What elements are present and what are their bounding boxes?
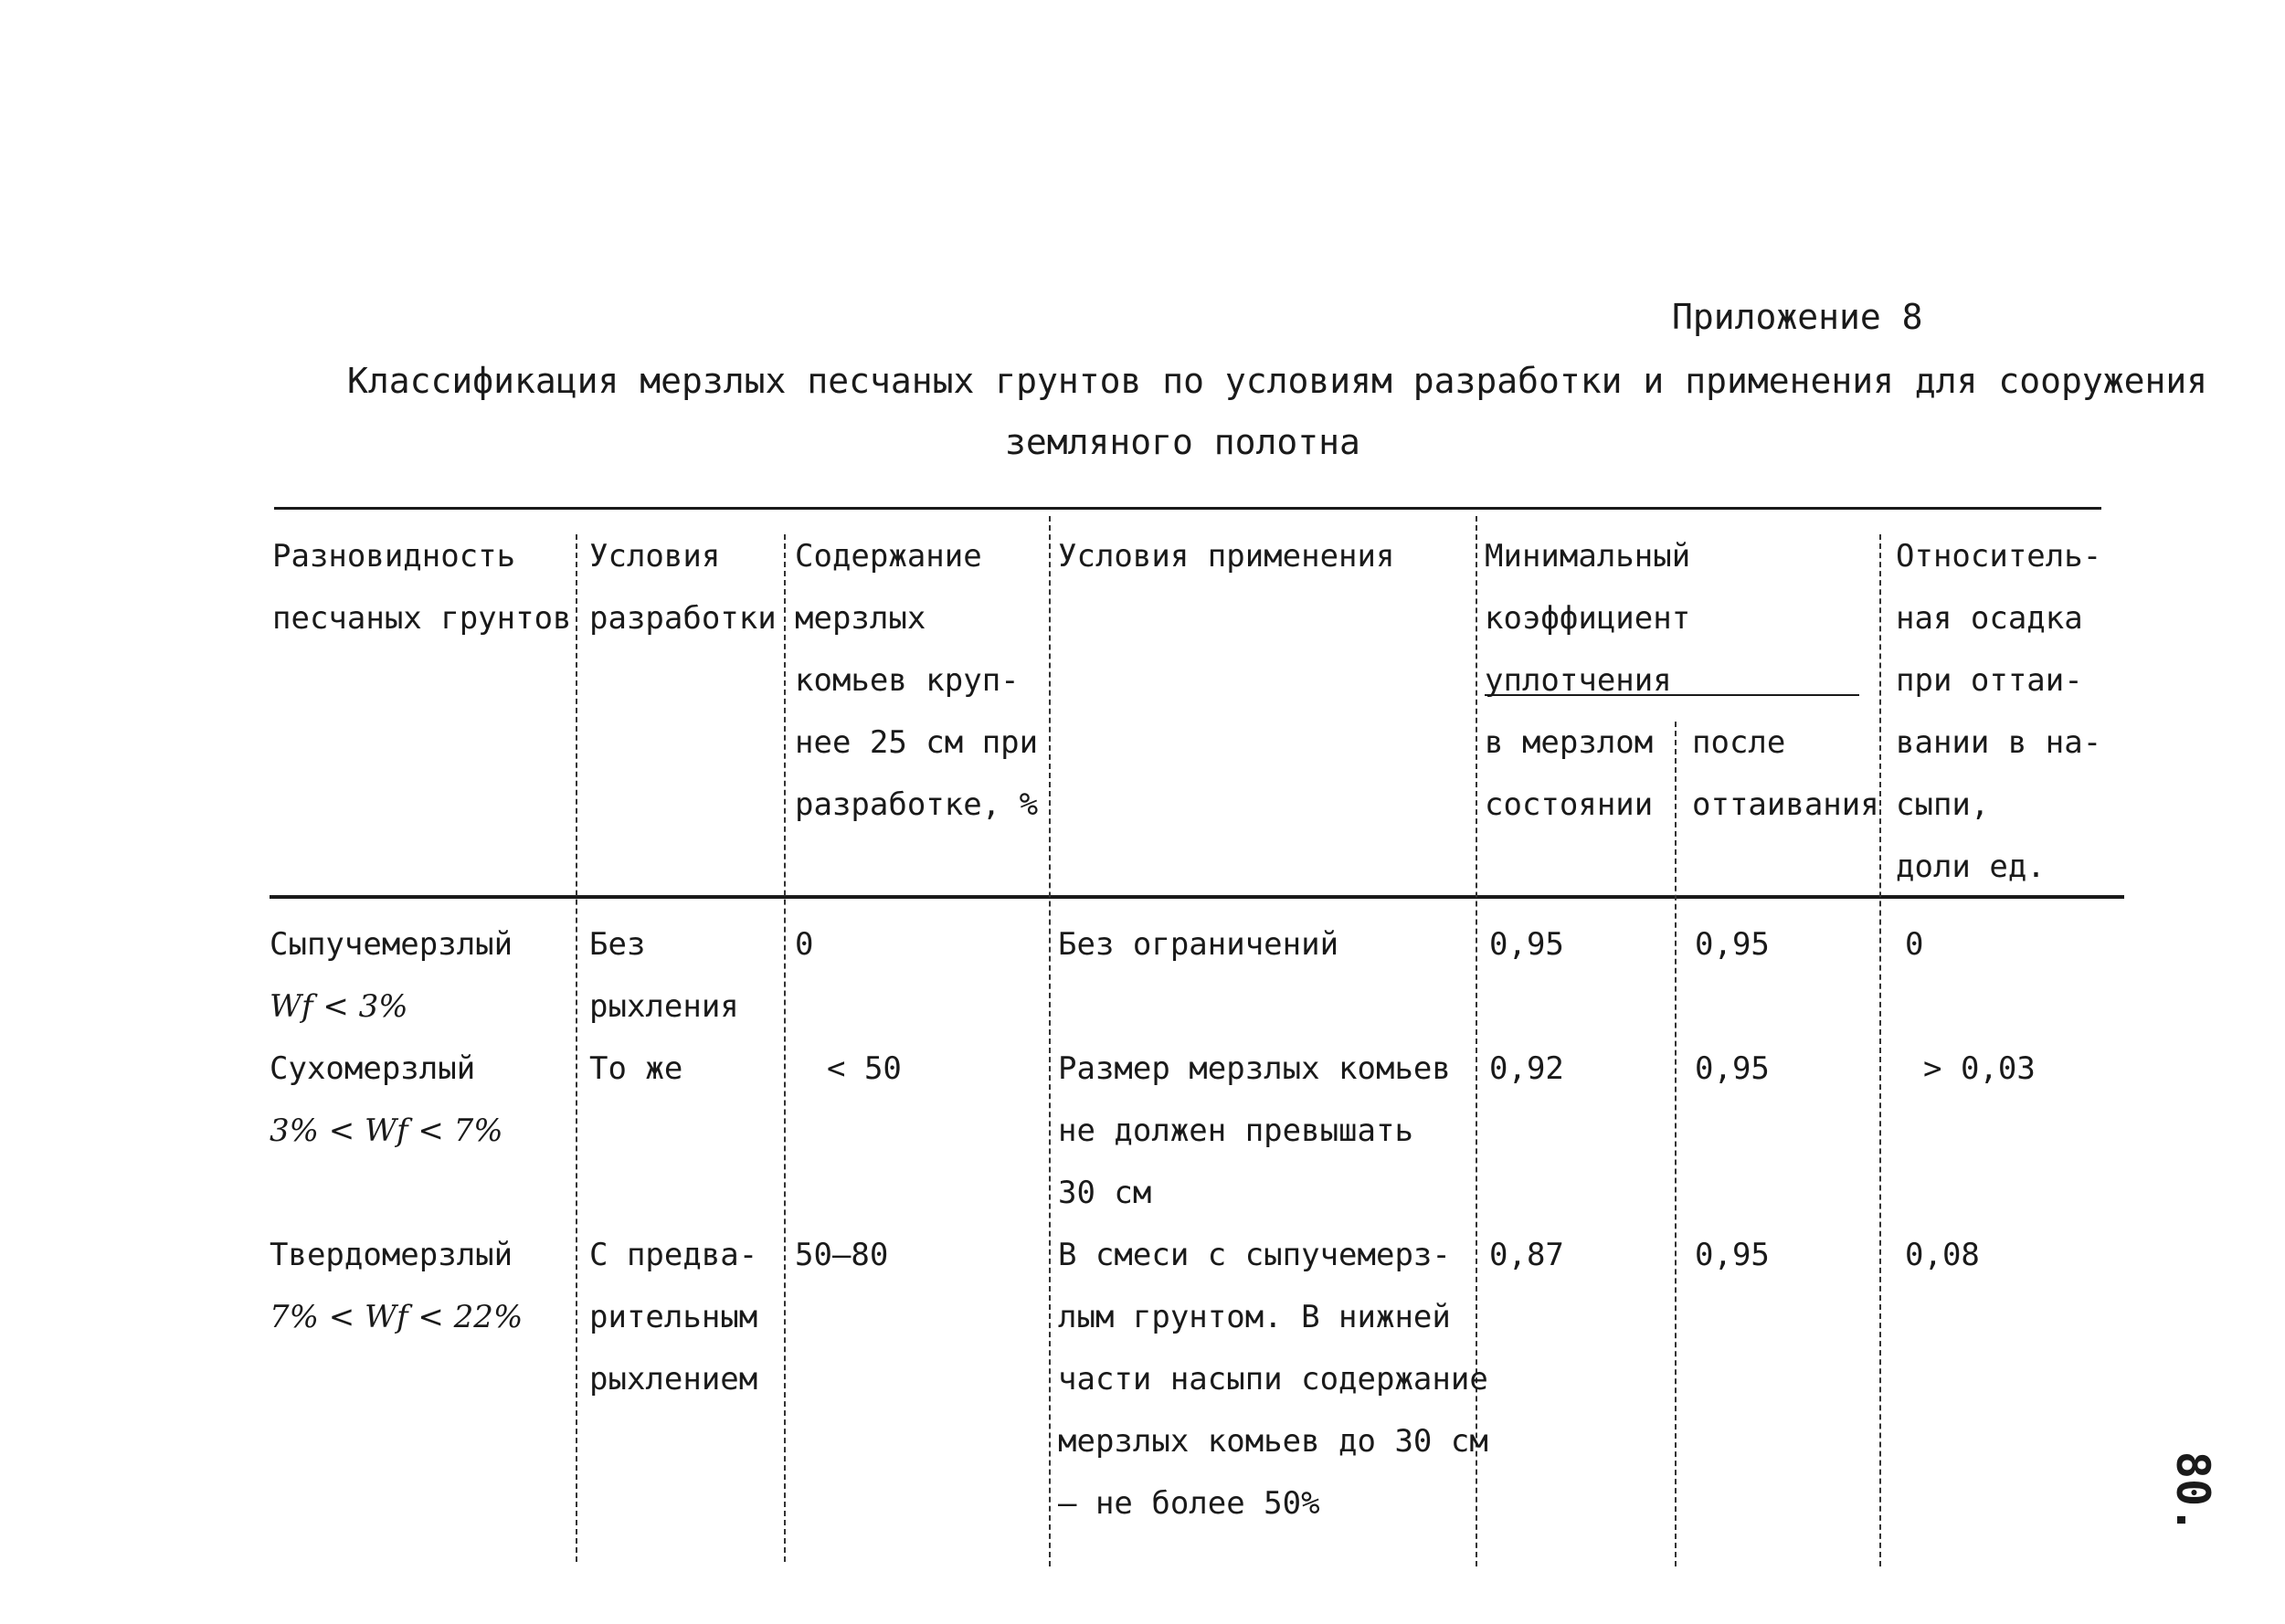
table-row-3-k-frozen: 0,87 bbox=[1489, 1237, 1564, 1273]
document-title-line2: земляного полотна bbox=[1005, 422, 1360, 462]
header-content-line: разработке, % bbox=[795, 786, 1039, 823]
column-divider bbox=[1879, 534, 1881, 1566]
header-content-line: нее 25 см при bbox=[795, 724, 1039, 761]
header-k-frozen-line: в мерзлом bbox=[1485, 724, 1654, 761]
document-title: Классификация мерзлых песчаных грунтов по условиям разработки и применения для сооружения bbox=[347, 361, 2208, 401]
table-row-2-application bbox=[1058, 1038, 1451, 1224]
table-row-2-k-frozen: 0,92 bbox=[1489, 1050, 1564, 1087]
table-row-2-conditions bbox=[589, 1038, 682, 1100]
row-type-formula: 3% < Wf < 7% bbox=[270, 1113, 503, 1149]
row-application-line: лым грунтом. В нижней bbox=[1058, 1299, 1451, 1335]
table-row-1-k-frozen: 0,95 bbox=[1489, 926, 1564, 963]
header-settlement-line: сыпи, bbox=[1896, 786, 1990, 823]
row-conditions-line: рыхления bbox=[589, 988, 739, 1025]
table-row-3-application bbox=[1058, 1224, 1488, 1534]
header-settlement-line: ная осадка bbox=[1896, 600, 2083, 637]
header-content-line: мерзлых bbox=[795, 600, 926, 637]
header-settlement-line: при оттаи- bbox=[1896, 662, 2083, 699]
table-row-2-content bbox=[827, 1038, 902, 1100]
row-conditions-line: Без bbox=[589, 926, 646, 963]
header-k-frozen bbox=[1485, 712, 1653, 836]
row-application-line: мерзлых комьев до 30 см bbox=[1058, 1423, 1488, 1460]
row-conditions-line: рыхлением bbox=[589, 1361, 758, 1397]
column-divider bbox=[1675, 722, 1677, 1566]
header-settlement bbox=[1896, 525, 2101, 898]
table-row-1-type bbox=[270, 913, 513, 1038]
table-row-3-content bbox=[795, 1224, 888, 1286]
header-conditions bbox=[589, 525, 777, 649]
table-header-bottom-rule bbox=[270, 895, 2124, 899]
table-row-3-k-thawed: 0,95 bbox=[1695, 1237, 1770, 1273]
table-top-rule bbox=[274, 507, 2101, 510]
header-coefficient-line: коэффициент bbox=[1485, 600, 1691, 637]
header-application-line: Условия применения bbox=[1058, 538, 1395, 575]
table-row-3-conditions bbox=[589, 1224, 757, 1410]
row-conditions-line: С предва- bbox=[589, 1237, 758, 1273]
header-conditions-line: разработки bbox=[589, 600, 777, 637]
row-content-line: 50–80 bbox=[795, 1237, 889, 1273]
row-content-line: < 50 bbox=[827, 1050, 902, 1087]
header-coefficient-group bbox=[1485, 525, 1690, 712]
row-application-line: части насыпи содержание bbox=[1058, 1361, 1488, 1397]
header-content-line: комьев круп- bbox=[795, 662, 1020, 699]
table-row-2-settlement: > 0,03 bbox=[1923, 1050, 2036, 1087]
row-application-line: В смеси с сыпучемерз- bbox=[1058, 1237, 1451, 1273]
header-coefficient-line: уплотчения bbox=[1485, 662, 1672, 699]
row-application-line: Без ограничений bbox=[1058, 926, 1339, 963]
header-settlement-line: доли ед. bbox=[1896, 849, 2046, 885]
appendix-label: Приложение 8 bbox=[1672, 297, 1923, 337]
header-type-line: песчаных грунтов bbox=[272, 600, 572, 637]
table-row-1-content bbox=[795, 913, 813, 975]
row-type-name: Твердомерзлый bbox=[270, 1237, 513, 1273]
row-application-line: не должен превышать bbox=[1058, 1113, 1413, 1149]
row-conditions-line: рительным bbox=[589, 1299, 758, 1335]
row-type-formula: 7% < Wf < 22% bbox=[270, 1299, 524, 1335]
header-k-thawed bbox=[1692, 712, 1879, 836]
table-row-3-type bbox=[270, 1224, 523, 1348]
header-content bbox=[795, 525, 1038, 836]
row-application-line: 30 см bbox=[1058, 1175, 1152, 1211]
header-coefficient-line: Минимальный bbox=[1485, 538, 1691, 575]
row-application-line: Размер мерзлых комьев bbox=[1058, 1050, 1451, 1087]
header-k-thawed-line: после bbox=[1692, 724, 1786, 761]
column-divider bbox=[1049, 516, 1051, 1566]
row-type-name: Сыпучемерзлый bbox=[270, 926, 513, 963]
row-type-formula: Wf < 3% bbox=[270, 988, 408, 1025]
header-conditions-line: Условия bbox=[589, 538, 721, 575]
header-k-thawed-line: оттаивания bbox=[1692, 786, 1879, 823]
column-divider bbox=[784, 534, 786, 1562]
row-type-name: Сухомерзлый bbox=[270, 1050, 476, 1087]
table-row-3-settlement: 0,08 bbox=[1905, 1237, 1980, 1273]
row-content-line: 0 bbox=[795, 926, 814, 963]
table-row-1-settlement: 0 bbox=[1905, 926, 1924, 963]
header-k-frozen-line: состоянии bbox=[1485, 786, 1654, 823]
header-content-line: Содержание bbox=[795, 538, 982, 575]
row-conditions-line: То же bbox=[589, 1050, 683, 1087]
header-type bbox=[272, 525, 572, 649]
header-type-line: Разновидность bbox=[272, 538, 516, 575]
row-application-line: – не более 50% bbox=[1058, 1485, 1320, 1522]
column-divider bbox=[576, 534, 577, 1562]
header-settlement-line: Относитель- bbox=[1896, 538, 2102, 575]
table-row-2-k-thawed: 0,95 bbox=[1695, 1050, 1770, 1087]
table-row-1-conditions bbox=[589, 913, 739, 1038]
table-row-2-type bbox=[270, 1038, 503, 1162]
page-number: 80. bbox=[2166, 1450, 2220, 1534]
header-settlement-line: вании в на- bbox=[1896, 724, 2102, 761]
table-row-1-k-thawed: 0,95 bbox=[1695, 926, 1770, 963]
table-row-1-application bbox=[1058, 913, 1338, 975]
header-application bbox=[1058, 525, 1394, 587]
